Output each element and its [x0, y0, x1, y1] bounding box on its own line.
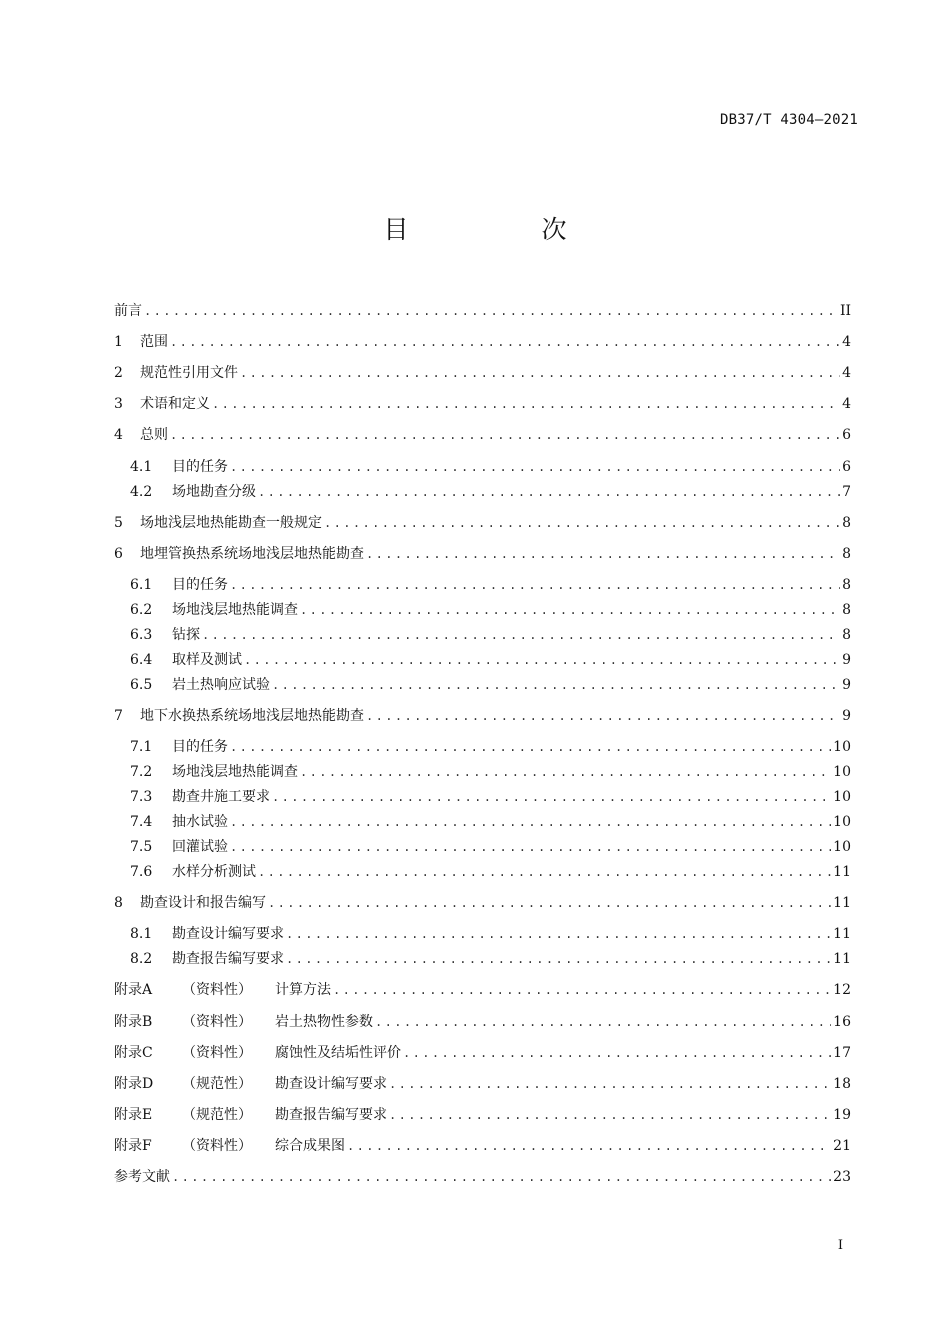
toc-entry-title: 场地勘查分级 — [172, 484, 256, 500]
toc-entry[interactable] — [114, 572, 851, 598]
toc-entry-title: 抽水试验 — [172, 814, 228, 830]
toc-entry-page: 4 — [842, 334, 851, 350]
dot-leader — [300, 759, 831, 785]
page-number: I — [837, 1238, 843, 1253]
toc-entry[interactable] — [114, 1102, 851, 1128]
page-title: 目 次 — [383, 215, 621, 244]
toc-entry[interactable] — [114, 541, 851, 567]
toc-entry-page: 23 — [833, 1169, 851, 1185]
dot-leader — [272, 672, 840, 698]
dot-leader — [230, 572, 840, 598]
toc-entry-page: 11 — [833, 895, 851, 911]
toc-entry-page: 6 — [842, 459, 851, 475]
toc-entry-classification: （规范性） — [182, 1076, 252, 1092]
dot-leader — [258, 479, 840, 505]
toc-entry[interactable] — [114, 1133, 851, 1159]
toc-entry-classification: （资料性） — [182, 1014, 252, 1030]
toc-entry-page: 10 — [833, 764, 851, 780]
toc-entry[interactable] — [114, 784, 851, 810]
dot-leader — [172, 1164, 831, 1190]
toc-entry-title: 目的任务 — [172, 459, 228, 475]
toc-entry[interactable] — [114, 809, 851, 835]
toc-entry-page: 9 — [842, 677, 851, 693]
toc-entry-title: 参考文献 — [114, 1169, 170, 1185]
toc-entry-title: 勘查报告编写要求 — [275, 1107, 387, 1123]
toc-entry[interactable] — [114, 1164, 851, 1190]
toc-entry[interactable] — [114, 921, 851, 947]
toc-entry-page: 8 — [842, 627, 851, 643]
toc-entry-number: 附录F — [114, 1138, 152, 1154]
toc-entry-classification: （资料性） — [182, 1045, 252, 1061]
toc-entry-title: 地埋管换热系统场地浅层地热能勘查 — [140, 546, 364, 562]
dot-leader — [333, 977, 831, 1003]
toc-entry-title: 术语和定义 — [140, 396, 210, 412]
dot-leader — [212, 391, 840, 417]
toc-entry[interactable] — [114, 622, 851, 648]
dot-leader — [375, 1009, 831, 1035]
toc-entry-number: 6.5 — [130, 677, 153, 693]
toc-entry-title: 勘查报告编写要求 — [172, 951, 284, 967]
dot-leader — [244, 647, 840, 673]
toc-entry-page: 10 — [833, 839, 851, 855]
toc-entry-page: 7 — [842, 484, 851, 500]
dot-leader — [144, 298, 838, 324]
toc-entry[interactable] — [114, 703, 851, 729]
toc-entry-number: 7.6 — [130, 864, 153, 880]
toc-entry-number: 8.1 — [130, 926, 153, 942]
toc-entry[interactable] — [114, 391, 851, 417]
dot-leader — [202, 622, 840, 648]
toc-entry-number: 8 — [114, 895, 123, 911]
toc-entry-title: 岩土热物性参数 — [275, 1014, 373, 1030]
toc-entry-title: 取样及测试 — [172, 652, 242, 668]
toc-entry[interactable] — [114, 510, 851, 536]
toc-entry-page: 10 — [833, 789, 851, 805]
toc-entry-page: 6 — [842, 427, 851, 443]
toc-entry[interactable] — [114, 1009, 851, 1035]
toc-entry-number: 5 — [114, 515, 123, 531]
toc-entry-number: 4.2 — [130, 484, 153, 500]
toc-entry-number: 附录C — [114, 1045, 153, 1061]
toc-entry-page: 11 — [833, 864, 851, 880]
toc-entry-title: 范围 — [140, 334, 168, 350]
toc-entry-title: 场地浅层地热能调查 — [172, 602, 298, 618]
toc-entry-classification: （资料性） — [182, 1138, 252, 1154]
toc-entry[interactable] — [114, 422, 851, 448]
dot-leader — [366, 703, 840, 729]
dot-leader — [268, 890, 831, 916]
document-code: DB37/T 4304—2021 — [719, 112, 858, 128]
toc-entry[interactable] — [114, 834, 851, 860]
dot-leader — [272, 784, 831, 810]
toc-entry[interactable] — [114, 1071, 851, 1097]
toc-entry[interactable] — [114, 1040, 851, 1066]
toc-entry-page: II — [839, 303, 851, 319]
toc-entry-page: 9 — [842, 708, 851, 724]
toc-entry-number: 2 — [114, 365, 123, 381]
toc-entry-page: 16 — [833, 1014, 851, 1030]
toc-entry-number: 附录B — [114, 1014, 153, 1030]
toc-entry-title: 场地浅层地热能调查 — [172, 764, 298, 780]
toc-entry-number: 7.4 — [130, 814, 153, 830]
toc-entry-title: 腐蚀性及结垢性评价 — [275, 1045, 401, 1061]
toc-entry-number: 6.4 — [130, 652, 153, 668]
dot-leader — [230, 734, 831, 760]
toc-entry-title: 目的任务 — [172, 739, 228, 755]
toc-entry-number: 4.1 — [130, 459, 153, 475]
toc-entry-title: 规范性引用文件 — [140, 365, 238, 381]
toc-entry[interactable] — [114, 759, 851, 785]
dot-leader — [240, 360, 840, 386]
toc-entry-title: 场地浅层地热能勘查一般规定 — [140, 515, 322, 531]
toc-entry-title: 勘查设计和报告编写 — [140, 895, 266, 911]
dot-leader — [170, 422, 840, 448]
toc-entry-page: 4 — [842, 365, 851, 381]
dot-leader — [286, 946, 831, 972]
toc-entry-title: 水样分析测试 — [172, 864, 256, 880]
toc-entry-page: 18 — [833, 1076, 851, 1092]
toc-entry-number: 7.1 — [130, 739, 153, 755]
toc-entry-title: 勘查设计编写要求 — [172, 926, 284, 942]
toc-entry-title: 岩土热响应试验 — [172, 677, 270, 693]
toc-entry-number: 7 — [114, 708, 123, 724]
toc-entry-number: 1 — [114, 334, 123, 350]
dot-leader — [403, 1040, 831, 1066]
toc-entry-page: 8 — [842, 602, 851, 618]
dot-leader — [230, 809, 831, 835]
dot-leader — [230, 454, 840, 480]
dot-leader — [389, 1102, 831, 1128]
toc-entry-page: 9 — [842, 652, 851, 668]
toc-entry-title: 前言 — [114, 303, 142, 319]
toc-entry-title: 回灌试验 — [172, 839, 228, 855]
toc-entry-number: 附录E — [114, 1107, 153, 1123]
toc-entry[interactable] — [114, 298, 851, 324]
toc-entry-number: 7.2 — [130, 764, 153, 780]
toc-entry[interactable] — [114, 946, 851, 972]
dot-leader — [389, 1071, 831, 1097]
dot-leader — [170, 329, 840, 355]
toc-entry-page: 11 — [833, 951, 851, 967]
toc-entry-classification: （资料性） — [182, 982, 252, 998]
dot-leader — [300, 597, 840, 623]
toc-entry-number: 6.3 — [130, 627, 153, 643]
toc-entry-number: 7.5 — [130, 839, 153, 855]
toc-entry[interactable] — [114, 360, 851, 386]
toc-entry-page: 4 — [842, 396, 851, 412]
toc-entry-page: 10 — [833, 739, 851, 755]
dot-leader — [286, 921, 831, 947]
toc-entry-page: 8 — [842, 577, 851, 593]
toc-entry-title: 钻探 — [172, 627, 200, 643]
toc-entry-page: 10 — [833, 814, 851, 830]
toc-entry-title: 地下水换热系统场地浅层地热能勘查 — [140, 708, 364, 724]
toc-entry-number: 6.2 — [130, 602, 153, 618]
toc-entry[interactable] — [114, 672, 851, 698]
toc-entry[interactable] — [114, 597, 851, 623]
toc-entry-title: 总则 — [140, 427, 168, 443]
dot-leader — [366, 541, 840, 567]
toc-entry-number: 7.3 — [130, 789, 153, 805]
toc-entry-classification: （规范性） — [182, 1107, 252, 1123]
toc-entry[interactable] — [114, 479, 851, 505]
toc-entry-number: 6.1 — [130, 577, 153, 593]
toc-entry-page: 12 — [833, 982, 851, 998]
toc-entry-number: 6 — [114, 546, 123, 562]
toc-entry-title: 勘查设计编写要求 — [275, 1076, 387, 1092]
toc-entry-title: 勘查井施工要求 — [172, 789, 270, 805]
toc-entry[interactable] — [114, 734, 851, 760]
toc-entry[interactable] — [114, 977, 851, 1003]
toc-entry-number: 附录D — [114, 1076, 154, 1092]
toc-entry-page: 8 — [842, 546, 851, 562]
toc-entry-page: 17 — [833, 1045, 851, 1061]
toc-entry-page: 11 — [833, 926, 851, 942]
toc-entry-title: 综合成果图 — [275, 1138, 345, 1154]
dot-leader — [230, 834, 831, 860]
toc-entry-number: 3 — [114, 396, 123, 412]
toc-entry[interactable] — [114, 454, 851, 480]
toc-entry[interactable] — [114, 329, 851, 355]
dot-leader — [324, 510, 840, 536]
toc-entry-page: 19 — [833, 1107, 851, 1123]
toc-entry[interactable] — [114, 859, 851, 885]
toc-entry-page: 21 — [833, 1138, 851, 1154]
toc-entry-number: 4 — [114, 427, 123, 443]
toc-entry[interactable] — [114, 647, 851, 673]
toc-entry[interactable] — [114, 890, 851, 916]
toc-entry-title: 目的任务 — [172, 577, 228, 593]
toc-entry-title: 计算方法 — [275, 982, 331, 998]
toc-entry-number: 附录A — [114, 982, 153, 998]
toc-entry-page: 8 — [842, 515, 851, 531]
toc-entry-number: 8.2 — [130, 951, 153, 967]
dot-leader — [258, 859, 831, 885]
dot-leader — [347, 1133, 831, 1159]
